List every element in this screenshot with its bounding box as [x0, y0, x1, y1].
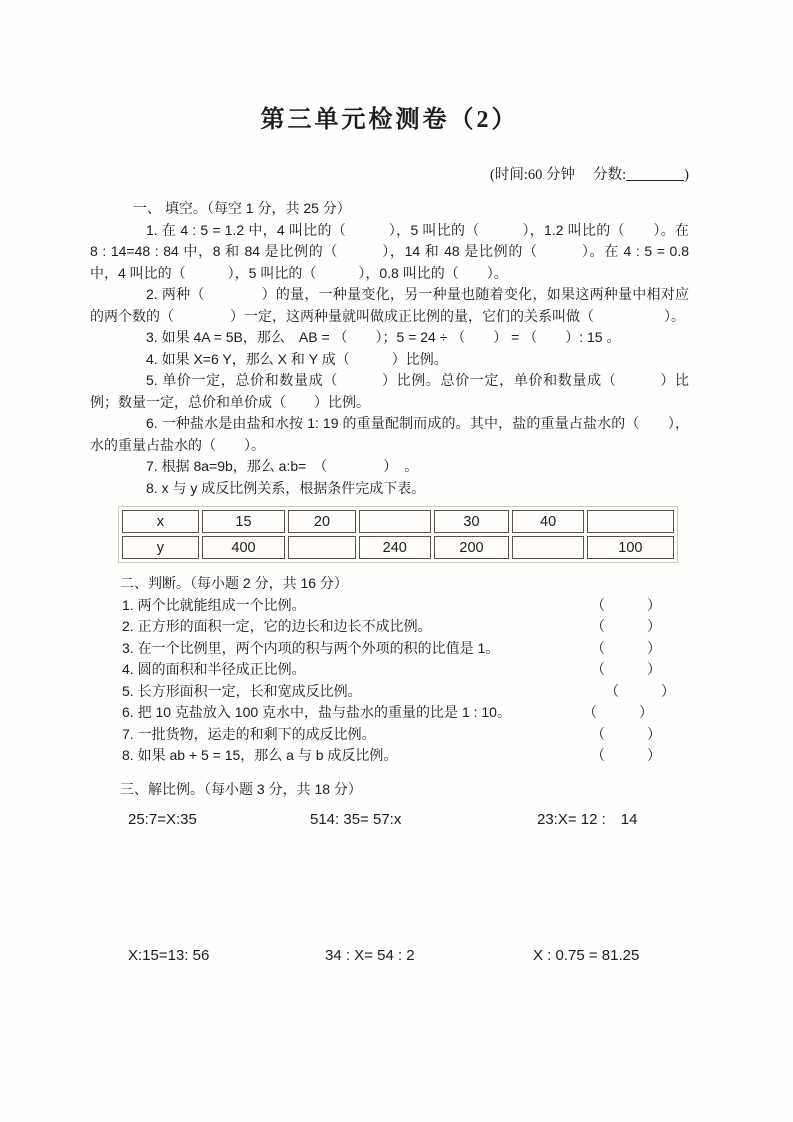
table-cell: y: [122, 536, 199, 559]
judge-item-text: 3. 在一个比例里，两个内项的积与两个外项的积的比值是 1。: [122, 639, 500, 656]
time-score-text: (时间:60 分钟 分数:: [490, 167, 627, 183]
judge-item-8: [90, 745, 689, 767]
table-cell: 100: [587, 536, 674, 559]
judge-item-6: [90, 702, 689, 724]
judge-item-2: [90, 616, 689, 638]
judge-item-text: 5. 长方形面积一定，长和宽成反比例。: [122, 682, 362, 699]
table-cell: 20: [288, 510, 356, 533]
table-cell-blank: [512, 536, 583, 559]
table-cell-blank: [587, 510, 674, 533]
judge-answer-parens: （ ）: [583, 704, 653, 720]
time-score-line: [90, 164, 689, 186]
judge-item-text: 1. 两个比就能组成一个比例。: [122, 596, 306, 613]
table-cell: 40: [512, 510, 583, 533]
judge-item-3: [90, 638, 689, 660]
table-cell: 200: [434, 536, 510, 559]
judge-answer-parens: （ ）: [591, 661, 661, 677]
judge-item-5: [90, 681, 689, 703]
judge-item-text: 8. 如果 ab + 5 = 15，那么 a 与 b 成反比例。: [122, 747, 398, 763]
equation-4: X:15=13: 56: [128, 947, 210, 964]
section-judge: [90, 573, 689, 767]
judge-item-text: 4. 圆的面积和半径成正比例。: [122, 661, 306, 677]
section-fill-in: [90, 198, 689, 499]
equation-2: 514: 35= 57:x: [310, 811, 402, 828]
judge-item-text: 7. 一批货物，运走的和剩下的成反比例。: [122, 725, 376, 742]
equation-3: 23:X= 12 : 14: [537, 811, 638, 828]
fill-question-8: 8. x 与 y 成反比例关系，根据条件完成下表。: [146, 479, 426, 496]
fill-question-7: 7. 根据 8a=9b，那么 a:b= （ ） 。: [146, 458, 419, 474]
judge-answer-parens: （ ）: [605, 682, 675, 699]
section-fill-heading: 一、 填空。（每空 1 分，共 25 分）: [133, 200, 351, 216]
fill-question-6: 6. 一种盐水是由盐和水按 1: 19 的重量配制而成的。其中，盐的重量占盐水的（ ），水的重量占盐水的（ ）。: [90, 415, 689, 453]
solve-equations-row-2: [90, 946, 689, 966]
judge-answer-parens: （ ）: [591, 725, 661, 742]
judge-item-7: [90, 724, 689, 746]
table-cell: x: [122, 510, 199, 533]
page-title: 第三单元检测卷（2）: [260, 107, 519, 133]
judge-answer-parens: （ ）: [591, 596, 661, 613]
xy-proportion-table: [118, 506, 678, 563]
section-solve: [90, 779, 689, 967]
fill-question-4: 4. 如果 X=6 Y，那么 X 和 Y 成（ ）比例。: [146, 350, 448, 367]
time-score-close: ): [684, 167, 689, 183]
judge-item-text: 2. 正方形的面积一定，它的边长和边长不成比例。: [122, 618, 432, 634]
section-judge-heading: 二、判断。（每小题 2 分，共 16 分）: [120, 575, 348, 591]
judge-answer-parens: （ ）: [591, 639, 661, 656]
equation-5: 34 : X= 54 : 2: [325, 947, 415, 964]
solve-equations-row-1: [90, 810, 689, 830]
fill-question-2: 2. 两种（ ）的量，一种量变化，另一种量也随着变化，如果这两种量中相对应的两个数的（ ）一定，这两种量就叫做成正比例的量，它们的关系叫做（ ）。: [90, 286, 689, 324]
judge-item-1: [90, 595, 689, 617]
table-cell: 240: [359, 536, 431, 559]
fill-question-5: 5. 单价一定，总价和数量成（ ）比例。总价一定，单价和数量成（ ）比例；数量一定，总价和单价成（ ）比例。: [90, 372, 689, 410]
judge-item-4: [90, 659, 689, 681]
score-blank-line: [626, 166, 684, 181]
equation-1: 25:7=X:35: [128, 811, 197, 828]
table-cell-blank: [359, 510, 431, 533]
table-cell: 30: [434, 510, 510, 533]
table-row-y: [122, 536, 674, 559]
equation-6: X : 0.75 = 81.25: [533, 947, 640, 964]
judge-answer-parens: （ ）: [591, 618, 661, 634]
table-cell: 15: [202, 510, 285, 533]
fill-question-3: 3. 如果 4A = 5B，那么 AB = （ ）；5 = 24 ÷ （ ） = （ ）: 15 。: [146, 329, 621, 345]
table-cell-blank: [288, 536, 356, 559]
judge-item-text: 6. 把 10 克盐放入 100 克水中，盐与盐水的重量的比是 1 : 10。: [122, 704, 511, 720]
table-cell: 400: [202, 536, 285, 559]
fill-question-1: 1. 在 4 : 5 = 1.2 中，4 叫比的（ ），5 叫比的（ ），1.2 叫比的（ ）。在 8 : 14=48 : 84 中，8 和 84 是比例的（ ），14 和 48 是比例的（ ）。在 4 : 5 = 0.8 中，4 叫比的（ ），5 叫比的（ ），0.8 叫比的（ ）。: [90, 221, 689, 281]
table-row-x: [122, 510, 674, 533]
judge-answer-parens: （ ）: [591, 747, 661, 763]
section-solve-heading: 三、解比例。（每小题 3 分，共 18 分）: [120, 780, 362, 797]
